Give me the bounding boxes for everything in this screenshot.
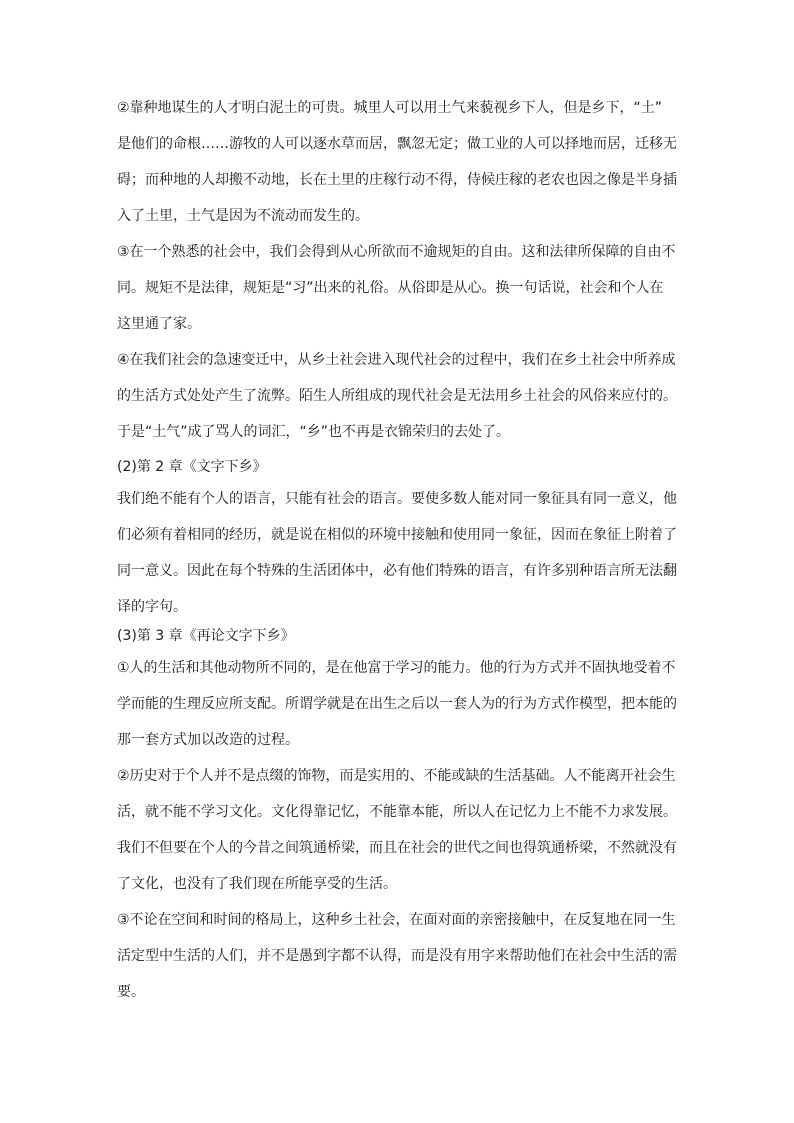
text-line: 是他们的命根……游牧的人可以逐水草而居，飘忽无定；做工业的人可以择地而居，迁移无 — [117, 136, 677, 152]
text-line: 活定型中生活的人们，并不是愚到字都不认得，而是没有用字来帮助他们在社会中生活的需 — [117, 948, 677, 964]
text-line: ②靠种地谋生的人才明白泥土的可贵。城里人可以用土气来藐视乡下人，但是乡下，“土” — [117, 100, 663, 116]
text-line: ①人的生活和其他动物所不同的，是在他富于学习的能力。他的行为方式并不固执地受着不 — [117, 660, 676, 676]
text-line: 学而能的生理反应所支配。所谓学就是在出生之后以一套人为的行为方式作模型，把本能的 — [117, 696, 677, 712]
text-line: ②历史对于个人并不是点缀的饰物，而是实用的、不能或缺的生活基础。人不能离开社会生 — [117, 768, 676, 784]
text-line: 我们不但要在个人的今昔之间筑通桥梁，而且在社会的世代之间也得筑通桥梁，不然就没有 — [117, 840, 677, 856]
text-line: 那一套方式加以改造的过程。 — [117, 732, 299, 748]
text-line: 译的字句。 — [117, 599, 187, 615]
text-line: 碍；而种地的人却搬不动地，长在土里的庄稼行动不得，侍候庄稼的老农也因之像是半身插 — [117, 172, 677, 188]
text-line: ③在一个熟悉的社会中，我们会得到从心所欲而不逾规矩的自由。这和法律所保障的自由不 — [117, 244, 676, 260]
text-line: 要。 — [117, 984, 145, 1000]
text-line: 的生活方式处处产生了流弊。陌生人所组成的现代社会是无法用乡土社会的风俗来应付的。 — [117, 388, 677, 404]
text-line: 同一意义。因此在每个特殊的生活团体中，必有他们特殊的语言，有许多别种语言所无法翻 — [117, 563, 677, 579]
text-line: 入了土里，土气是因为不流动而发生的。 — [117, 208, 369, 224]
chapter-heading-3: (3)第 3 章《再论文字下乡》 — [117, 628, 295, 644]
text-line: ③不论在空间和时间的格局上，这种乡土社会，在面对面的亲密接触中，在反复地在同一生 — [117, 912, 676, 928]
text-line: ④在我们社会的急速变迁中，从乡土社会进入现代社会的过程中，我们在乡土社会中所养成 — [117, 352, 676, 368]
text-line: 们必须有着相同的经历，就是说在相似的环境中接触和使用同一象征，因而在象征上附着了 — [117, 527, 677, 543]
text-line: 于是“土气”成了骂人的词汇，“乡”也不再是衣锦荣归的去处了。 — [117, 424, 511, 440]
text-line: 同。规矩不是法律，规矩是“习”出来的礼俗。从俗即是从心。换一句话说，社会和个人在 — [117, 280, 664, 296]
chapter-heading-2: (2)第 2 章《文字下乡》 — [117, 459, 267, 475]
text-line: 了文化，也没有了我们现在所能享受的生活。 — [117, 876, 397, 892]
text-line: 我们绝不能有个人的语言，只能有社会的语言。要使多数人能对同一象征具有同一意义，他 — [117, 491, 677, 507]
text-line: 活，就不能不学习文化。文化得靠记忆，不能靠本能，所以人在记忆力上不能不力求发展。 — [117, 804, 677, 820]
text-line: 这里通了家。 — [117, 316, 201, 332]
